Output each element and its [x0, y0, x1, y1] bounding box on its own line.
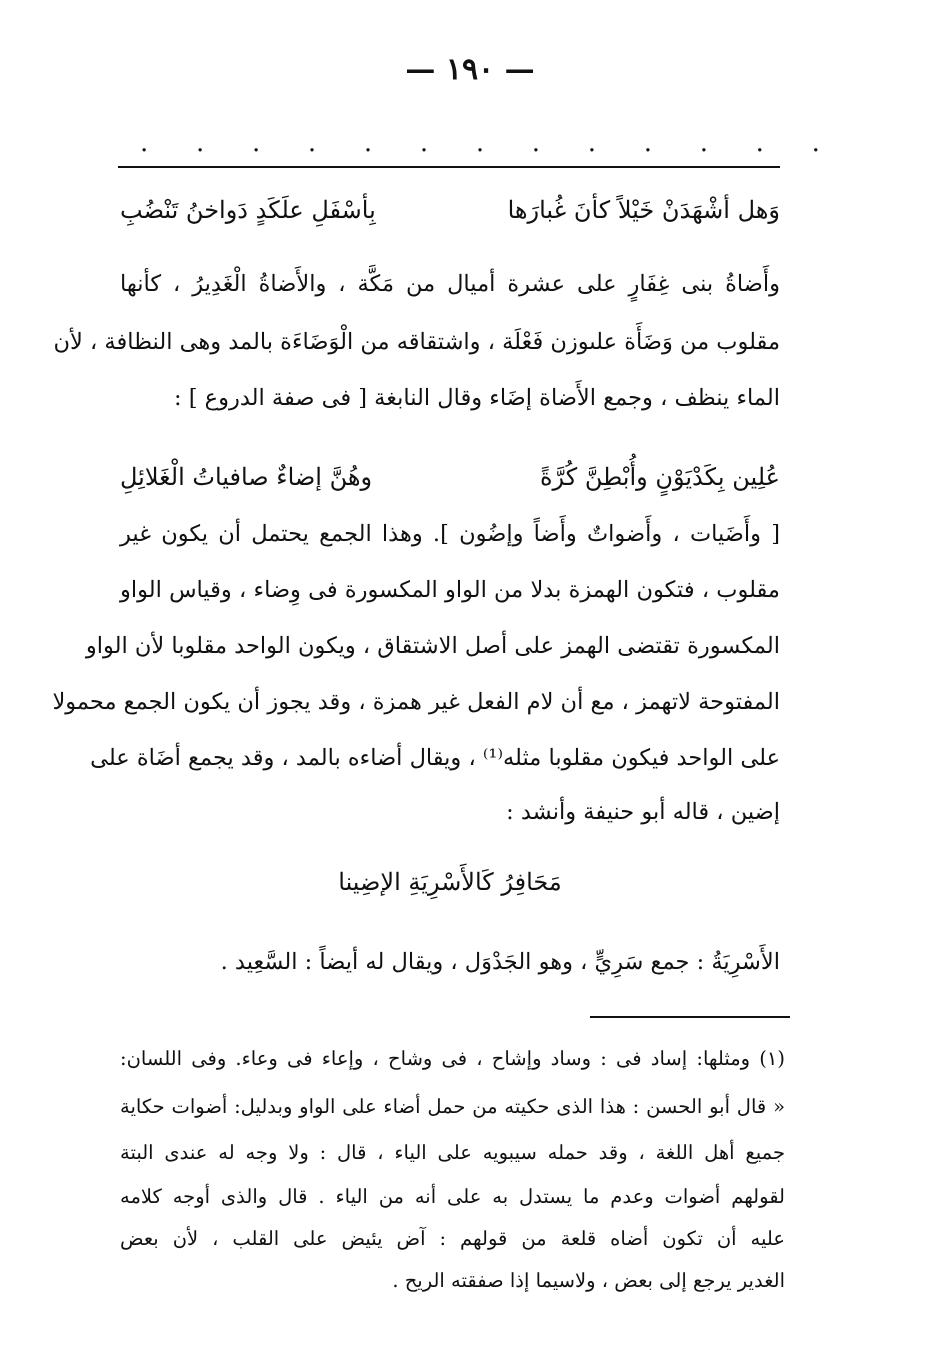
paragraph-line: الماء ينظف ، وجمع الأَضاة إضَاء وقال النابغة [ فى صفة الدروع ] : [174, 385, 780, 411]
ornament-dot: . [531, 128, 541, 158]
paragraph-line: إضين ، قاله أبو حنيفة وأنشد : [506, 799, 780, 825]
paragraph-line: مقلوب ، فتكون الهمزة بدلا من الواو المكسورة فى وِضاء ، وقياس الواو [120, 577, 780, 603]
paragraph-line: وأَضاةُ بنى غِفَارٍ على عشرة أميال من مَكَّة ، والأَضاةُ الْغَدِيرُ ، كأنها [120, 271, 780, 297]
ornament-dot: . [643, 128, 652, 158]
verse-hemistich-first: وَهل أشْهَدَنْ خَيْلاً كأنَ غُبارَها [507, 196, 780, 224]
page-number: — ١٩٠ — [405, 52, 535, 87]
paragraph-line: المكسورة تقتضى الهمز على أصل الاشتقاق ، ويكون الواحد مقلوبا لأن الواو [85, 633, 780, 659]
paragraph-line: مقلوب من وَضَأَة علىوزن فَعْلَة ، واشتقاقه من الْوَضَاءَة بالمد وهى النظافة ، لأن [53, 329, 780, 355]
ornament-dot: . [475, 128, 485, 158]
ornament-dot: . [419, 128, 429, 158]
footnote-line: « قال أبو الحسن : هذا الذى حكيته من حمل أضاء على الواو وبدليل: أضوات حكاية [120, 1095, 785, 1118]
footnote-line: جميع أهل اللغة ، وقد حمله سيبويه على الياء ، قال : ولا وجه له عندى البتة [120, 1141, 785, 1164]
footnote-line: الغدير يرجع إلى بعض ، ولاسيما إذا صفقته الريح . [392, 1269, 785, 1292]
ornament-dot: . [195, 128, 205, 158]
ornament-dot: . [699, 128, 708, 158]
verse-hemistich-first: عُلِين بِكَدْيَوْنٍ وأُبْطِنَّ كُرَّةً [539, 463, 780, 491]
ornament-dot: . [811, 128, 820, 158]
verse-line-3: مَحَافِرُ كَالأَسْرِيَةِ الإضِينا [338, 868, 562, 896]
verse-hemistich-second: وهُنَّ إضاءٌ صافياتُ الْغَلائِلِ [120, 463, 373, 491]
paragraph-line: على الواحد فيكون مقلوبا مثله⁽¹⁾ ، ويقال أضاءه بالمد ، وقد يجمع أضَاة على [90, 745, 780, 771]
ornament-dot: . [307, 128, 317, 158]
footnote-line: (١) ومثلها: إساد فى : وساد وإشاح ، فى وشاح ، وإعاء فى وعاء. وفى اللسان: [120, 1047, 785, 1070]
verse-line-1 [120, 185, 780, 235]
footnote-rule [590, 1016, 790, 1018]
ornament-dot: . [251, 128, 261, 158]
ornament-dot: . [587, 128, 597, 158]
paragraph-line: المفتوحة لاتهمز ، مع أن لام الفعل غير همزة ، وقد يجوز أن يكون الجمع محمولا [52, 689, 780, 715]
ornament-dot: . [140, 128, 149, 158]
verse-hemistich-second: بِأسْفَلِ علَكَدٍ دَواخنُ تَنْضُبِ [120, 196, 376, 224]
verse-line-2 [120, 452, 780, 502]
footnote-line: لقولهم أضوات وعدم ما يستدل به على أنه من الياء . قال والذى أوجه كلامه [120, 1185, 785, 1208]
footnote-line: عليه أن تكون أضاه قلعة من قولهم : آض يئيض على القلب ، لأن بعض [120, 1227, 785, 1250]
ornament-dot: . [755, 128, 764, 158]
ornament-dot: . [363, 128, 373, 158]
dot-ornament-row [140, 130, 820, 156]
header-rule [118, 166, 780, 168]
gloss-line: الأَسْرِيَةُ : جمع سَرِيٍّ ، وهو الجَدْوَل ، ويقال له أيضاً : السَّعِيد . [220, 949, 780, 975]
paragraph-line: [ وأَضَيات ، وأَضواتٌ وأَضاً وإضُون ]. وهذا الجمع يحتمل أن يكون غير [120, 521, 780, 547]
